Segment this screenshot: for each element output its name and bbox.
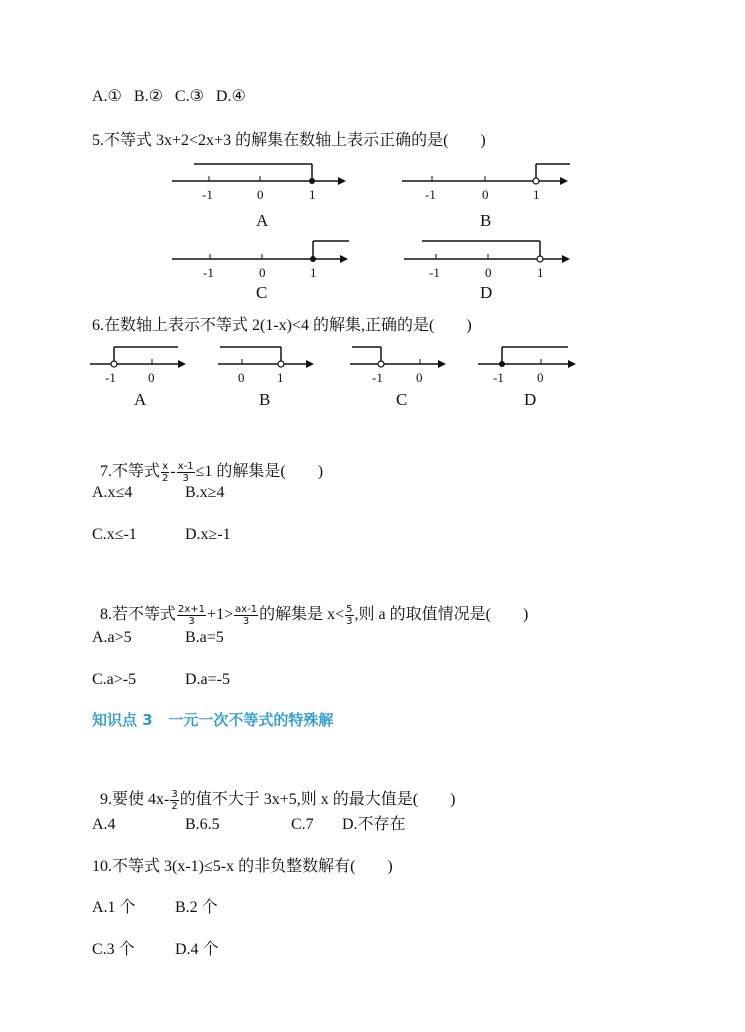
q9-numerator: 3 [171,788,178,800]
q6b-tick-1: 0 [238,370,245,385]
q10-stem: 10.不等式 3(x-1)≤5-x 的非负整数解有( ) [92,858,393,875]
q8-fraction-2 [234,604,258,627]
q6-number-line-a [90,343,200,383]
q6d-tick-2: 0 [537,370,544,385]
q6-label-d: D [524,390,537,409]
q7-fraction-2 [177,461,195,484]
q8-f3-denominator: 3 [346,615,353,627]
q5c-tick-1: -1 [203,265,214,280]
q8-prefix: 8.若不等式 [100,606,177,623]
q7-f1-denominator: 2 [162,472,169,484]
q9-option-b: B.6.5 [185,816,220,833]
q5-label-c: C [256,283,268,302]
q5a-tick-2: 0 [257,187,264,202]
q6-label-a: A [134,390,147,409]
q5-label-d: D [480,283,493,302]
q5c-tick-3: 1 [310,265,317,280]
q9-denominator: 2 [171,800,178,812]
q8-f3-numerator: 5 [346,603,353,615]
q9-option-d: D.不存在 [342,816,406,833]
q9-stem [92,758,455,814]
q5b-tick-3: 1 [533,187,540,202]
q7-minus: - [170,463,176,480]
q6a-tick-1: -1 [105,370,116,385]
q4-options: A.① B.② C.③ D.④ [92,88,246,105]
q5a-tick-1: -1 [202,187,213,202]
q8-fraction-3 [345,604,353,627]
q5-label-b: B [480,211,492,230]
q6a-tick-2: 0 [148,370,155,385]
q5-stem: 5.不等式 3x+2<2x+3 的解集在数轴上表示正确的是( ) [92,132,486,149]
q8-option-c: C.a>-5 [92,671,137,688]
q5-label-a: A [256,211,269,230]
q7-option-c: C.x≤-1 [92,526,137,543]
q9-option-a: A.4 [92,816,116,833]
q7-f2-numerator: x-1 [177,460,194,472]
q10-option-a: A.1 个 [92,899,136,916]
q6b-tick-2: 1 [277,370,284,385]
q7-stem [92,430,323,486]
q7-prefix: 7.不等式 [100,463,161,480]
q5-number-line-a [172,160,352,200]
q5a-tick-3: 1 [309,187,316,202]
q8-option-a: A.a>5 [92,629,132,646]
q8-f1-numerator: 2x+1 [178,603,206,615]
q6d-tick-1: -1 [493,370,504,385]
q6-number-line-b [218,343,328,383]
q8-f1-denominator: 3 [188,615,195,627]
q5d-tick-1: -1 [429,265,440,280]
q9-fraction [170,789,178,812]
q5b-tick-2: 0 [482,187,489,202]
q5-number-line-d [404,238,584,278]
q8-f2-denominator: 3 [242,615,250,627]
q5c-tick-2: 0 [259,265,266,280]
q5-number-line-c [172,238,352,278]
q6c-tick-1: -1 [372,370,383,385]
q9-prefix: 9.要使 4x- [100,791,170,808]
q7-option-a: A.x≤4 [92,484,133,501]
q9-option-c: C.7 [291,816,314,833]
q7-f2-denominator: 3 [182,472,189,484]
q8-f2-numerator: ax-1 [235,603,258,615]
q6-stem: 6.在数轴上表示不等式 2(1-x)<4 的解集,正确的是( ) [92,317,472,334]
q5d-tick-3: 1 [537,265,544,280]
q5-number-line-b [402,160,582,200]
q5d-tick-2: 0 [485,265,492,280]
q7-fraction-1 [161,461,169,484]
q8-suffix: ,则 a 的取值情况是( ) [354,606,529,623]
q8-mid: +1> [207,606,234,623]
q6c-tick-2: 0 [416,370,423,385]
q6-number-line-c [350,343,460,383]
q8-fraction-1 [177,604,206,627]
q7-suffix: ≤1 的解集是( ) [195,463,324,480]
q6-label-b: B [259,390,271,409]
q7-f1-numerator: x [162,460,169,472]
q7-option-d: D.x≥-1 [185,526,231,543]
q10-option-b: B.2 个 [175,899,218,916]
q6-label-c: C [396,390,408,409]
q5b-tick-1: -1 [425,187,436,202]
q10-option-d: D.4 个 [175,941,219,958]
q8-option-b: B.a=5 [185,629,224,646]
q8-option-d: D.a=-5 [185,671,231,688]
q8-stem [92,573,528,629]
q8-mid2: 的解集是 x< [259,606,345,623]
q9-suffix: 的值不大于 3x+5,则 x 的最大值是( ) [179,791,456,808]
q10-option-c: C.3 个 [92,941,135,958]
q7-option-b: B.x≥4 [185,484,225,501]
q6-number-line-d [478,343,588,383]
section-heading: 知识点 3 一元一次不等式的特殊解 [92,711,334,729]
